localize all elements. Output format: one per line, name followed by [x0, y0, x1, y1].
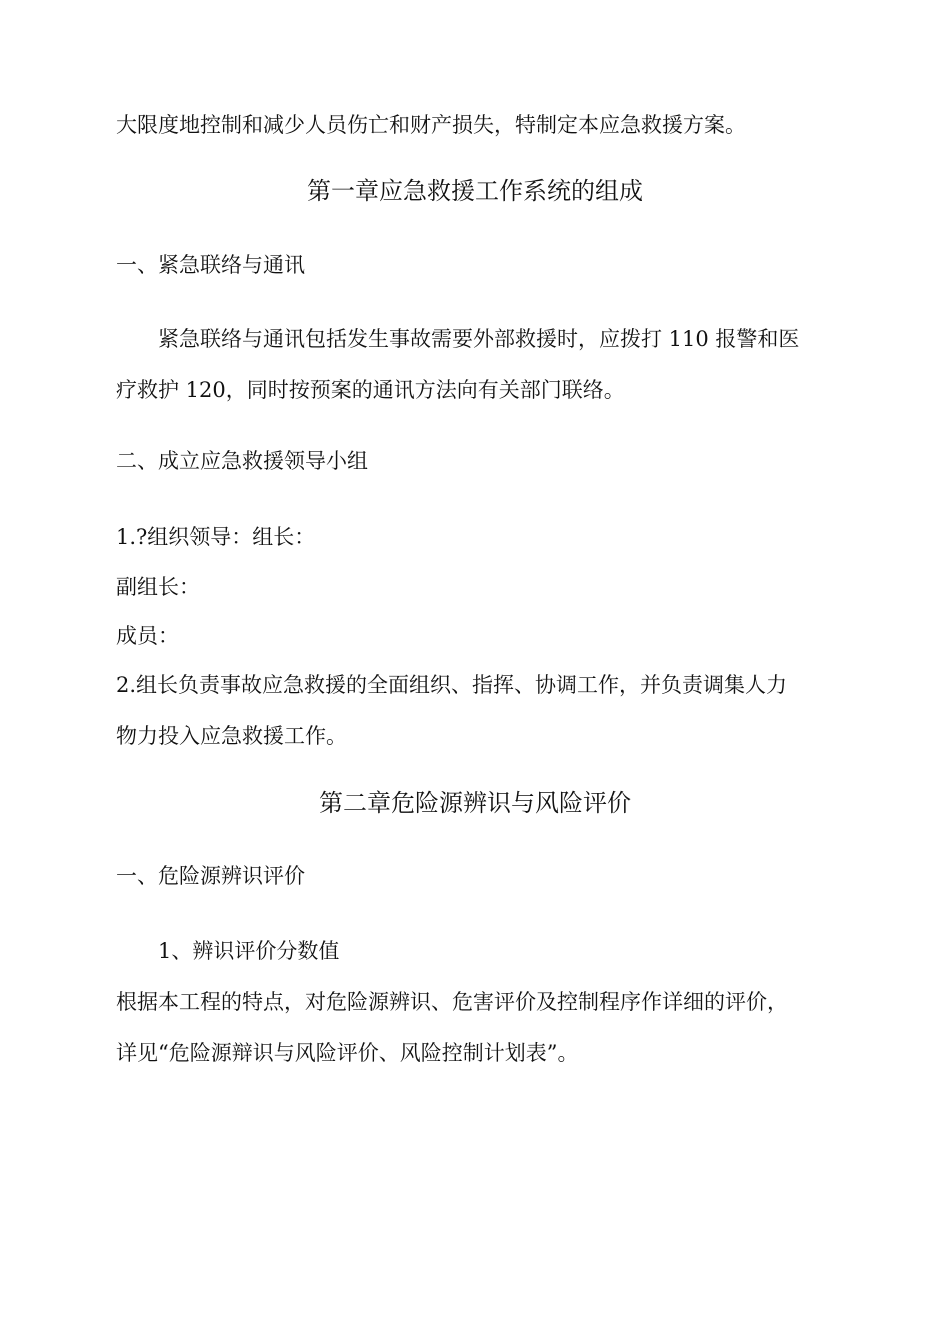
chapter-1-title: 第一章应急救援工作系统的组成	[307, 177, 643, 205]
intro-text-line: 大限度地控制和减少人员伤亡和财产损失，特制定本应急救援方案。	[116, 113, 746, 137]
section-2-1-paragraph-line-2: 详见“危险源辩识与风险评价、风险控制计划表”。	[116, 1041, 579, 1065]
section-1-2-heading: 二、成立应急救援领导小组	[116, 449, 368, 473]
leader-item: 1.?组织领导：组长：	[116, 525, 316, 549]
deputy-leader-item: 副组长：	[116, 575, 200, 599]
section-2-1-paragraph-line-1: 根据本工程的特点，对危险源辨识、危害评价及控制程序作详细的评价，	[116, 990, 788, 1014]
members-item: 成员：	[116, 624, 179, 648]
section-2-1-subheading: 1、辨识评价分数值	[158, 939, 340, 963]
section-2-1-heading: 一、危险源辨识评价	[116, 864, 305, 888]
section-1-1-heading: 一、紧急联络与通讯	[116, 253, 305, 277]
section-1-1-paragraph-line-1: 紧急联络与通讯包括发生事故需要外部救援时，应拨打 110 报警和医	[158, 327, 800, 351]
leader-duty-line-2: 物力投入应急救援工作。	[116, 724, 347, 748]
leader-duty-line-1: 2.组长负责事故应急救援的全面组织、指挥、协调工作，并负责调集人力	[116, 673, 788, 697]
chapter-2-title: 第二章危险源辨识与风险评价	[319, 789, 631, 817]
section-1-1-paragraph-line-2: 疗救护 120，同时按预案的通讯方法向有关部门联络。	[116, 378, 625, 402]
